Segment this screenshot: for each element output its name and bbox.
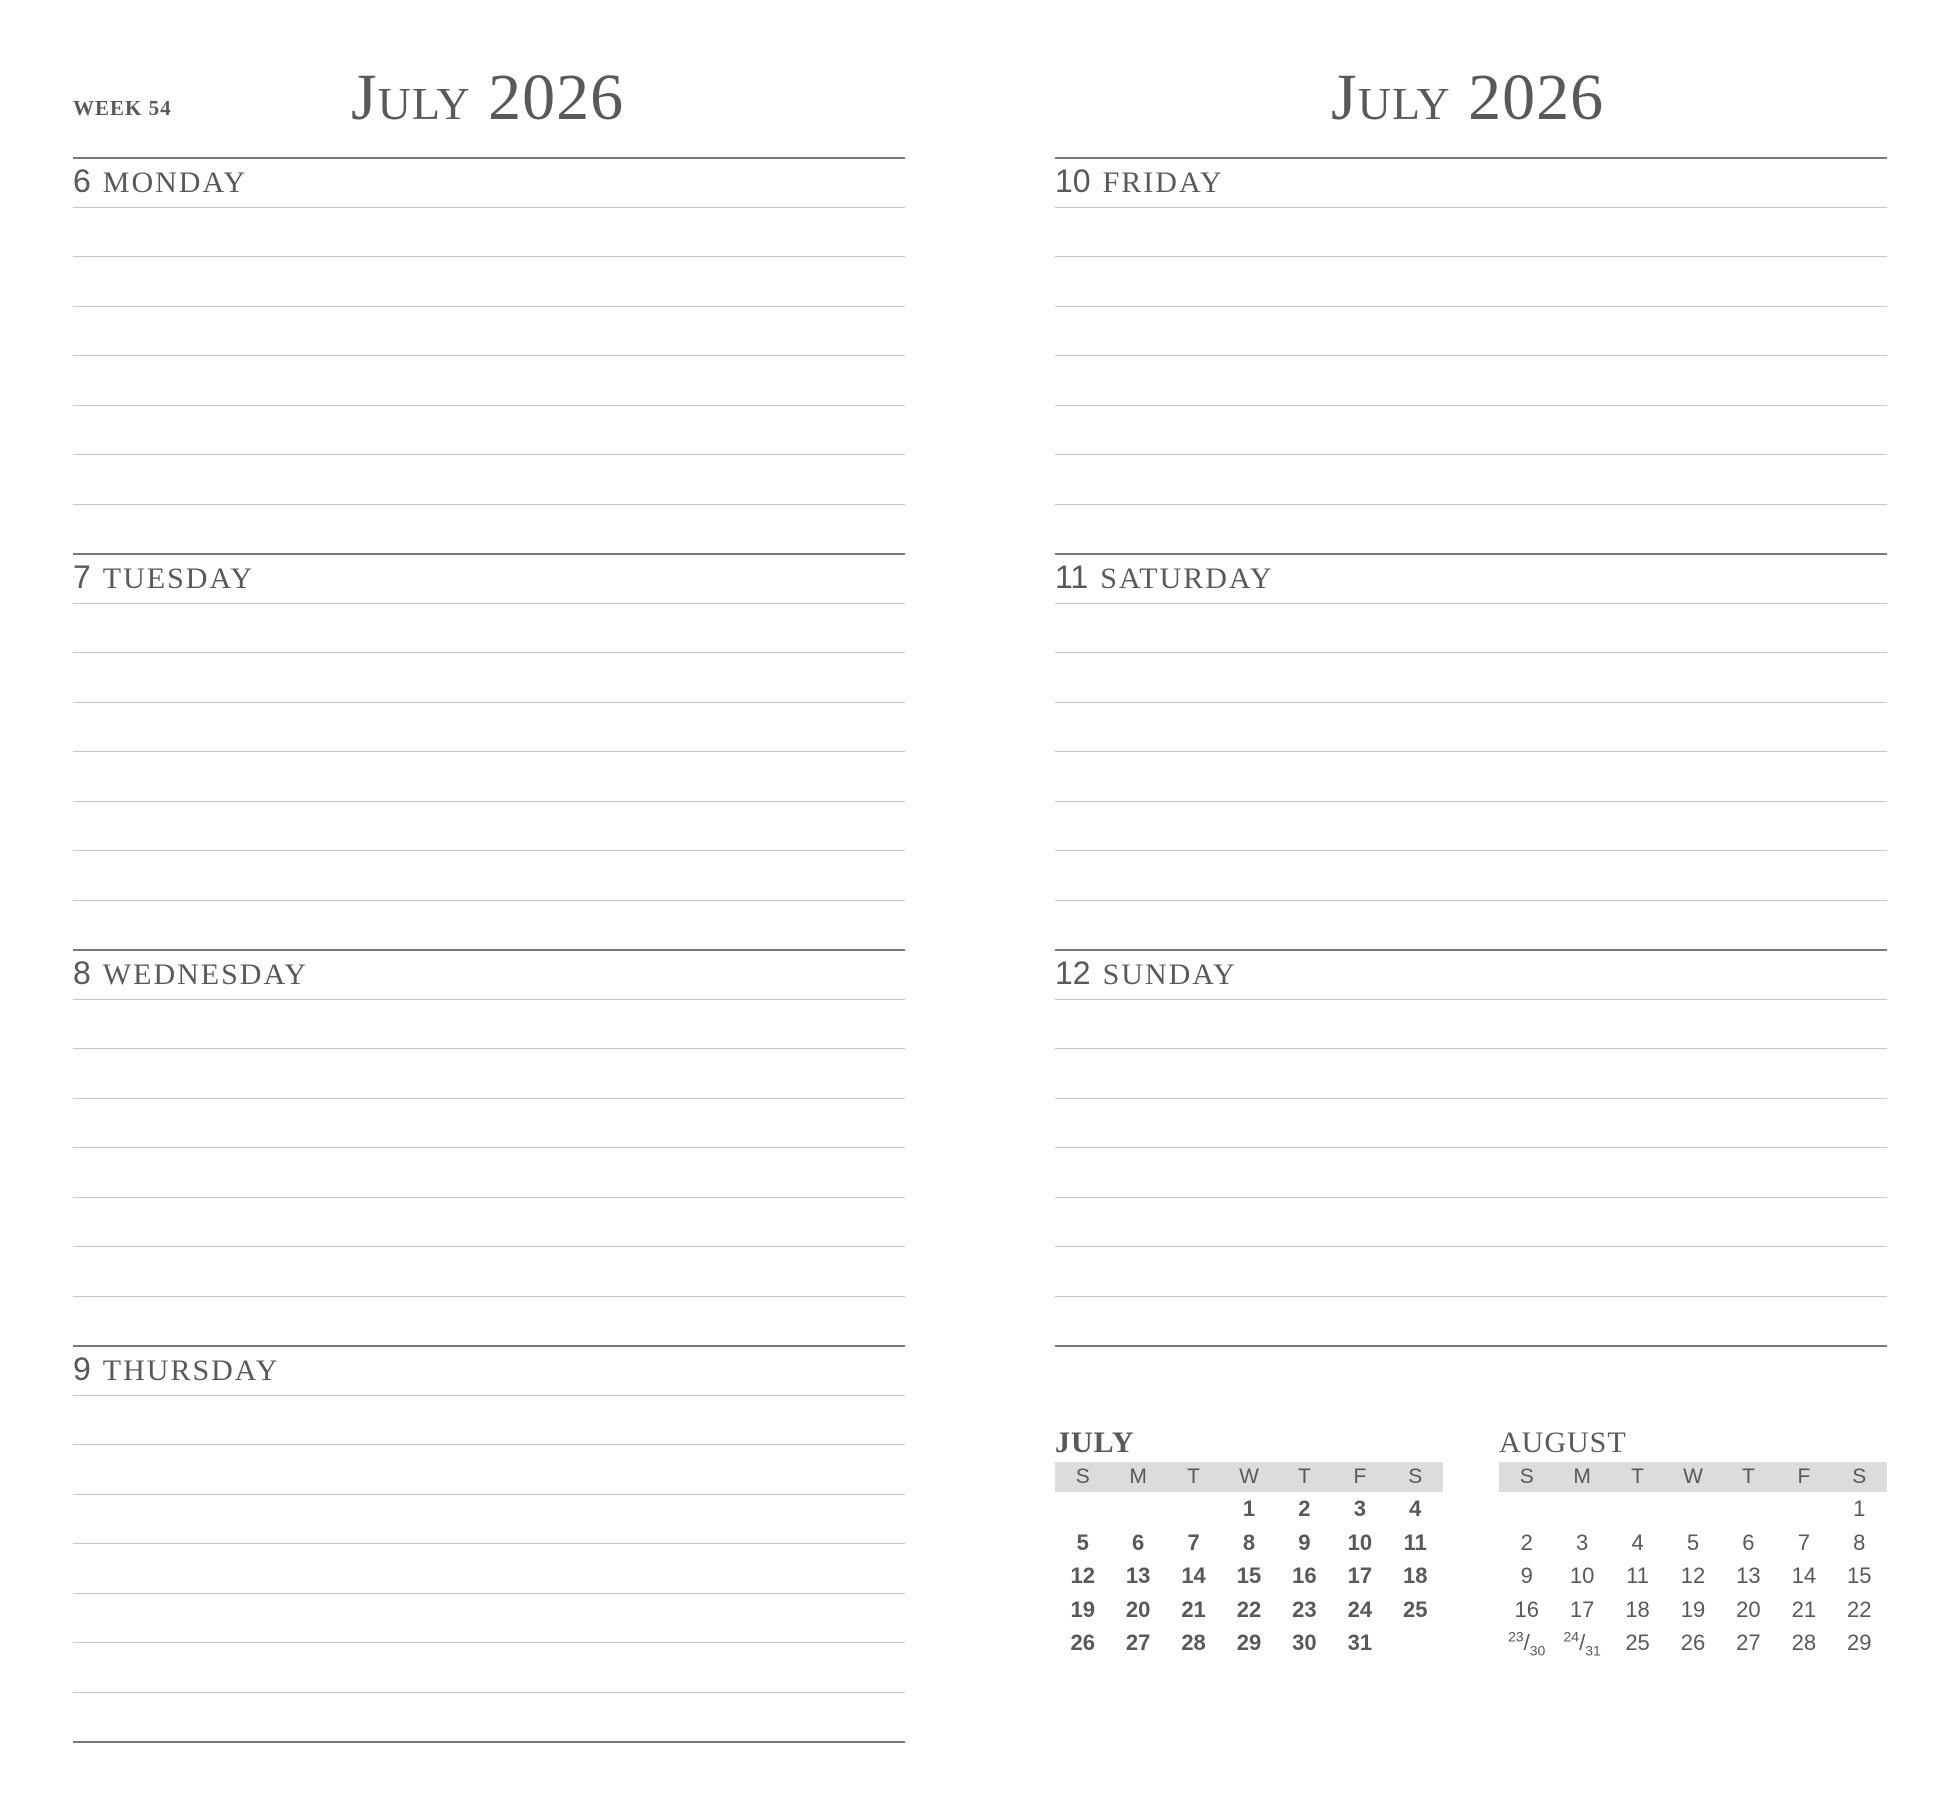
writing-line[interactable] [73, 652, 905, 653]
date-cell [1665, 1492, 1720, 1526]
writing-line[interactable] [1055, 1098, 1887, 1099]
weekday-header: T [1166, 1462, 1221, 1492]
day-number: 6 [73, 163, 91, 199]
day-section [73, 949, 905, 1344]
weekday-header: M [1554, 1462, 1609, 1492]
writing-line[interactable] [1055, 1246, 1887, 1247]
weekday-header: S [1055, 1462, 1110, 1492]
weekday-header: T [1610, 1462, 1665, 1492]
writing-line[interactable] [1055, 1048, 1887, 1049]
date-cell: 26 [1680, 1630, 1706, 1655]
day-divider [73, 1345, 905, 1347]
writing-line[interactable] [1055, 504, 1887, 505]
date-cell: 12 [1680, 1563, 1706, 1588]
day-name: TUESDAY [102, 562, 255, 595]
weekday-header: S [1388, 1462, 1443, 1492]
date-cell: 18 [1625, 1596, 1650, 1622]
date-cell: 22 [1847, 1596, 1872, 1622]
date-cell: 21 [1791, 1596, 1817, 1622]
day-section [1055, 553, 1887, 948]
date-cell: 17 [1347, 1563, 1373, 1588]
date-cell: 8 [1242, 1529, 1256, 1555]
date-cell: 6 [1132, 1529, 1145, 1555]
writing-line[interactable] [73, 801, 905, 802]
writing-line[interactable] [1055, 1147, 1887, 1148]
weekday-header: T [1721, 1462, 1776, 1492]
mini-calendar-grid [1055, 1462, 1443, 1660]
day-number: 10 [1055, 163, 1091, 199]
writing-line[interactable] [1055, 256, 1887, 257]
date-cell: 28 [1181, 1630, 1206, 1655]
day-section [73, 553, 905, 948]
writing-line[interactable] [1055, 801, 1887, 802]
date-cell: 9 [1520, 1563, 1533, 1588]
date-cell: 25 [1625, 1630, 1650, 1655]
day-divider [73, 949, 905, 951]
date-cell: 13 [1736, 1563, 1761, 1588]
day-header [1055, 163, 1224, 203]
weekday-header: T [1277, 1462, 1332, 1492]
day-divider [73, 157, 905, 159]
mini-calendar-title: JULY [1055, 1426, 1135, 1459]
writing-line[interactable] [73, 1395, 905, 1396]
writing-line[interactable] [73, 1444, 905, 1445]
date-cell: $^{23}/_{30}$ [1508, 1628, 1546, 1659]
date-cell: 15 [1847, 1563, 1872, 1588]
day-number: 12 [1055, 955, 1091, 991]
writing-line[interactable] [1055, 405, 1887, 406]
writing-line[interactable] [1055, 900, 1887, 901]
date-cell: 10 [1347, 1529, 1373, 1555]
date-cell: 29 [1847, 1630, 1872, 1655]
writing-line[interactable] [73, 751, 905, 752]
date-cell: 1 [1853, 1496, 1866, 1521]
date-cell [1721, 1492, 1776, 1526]
mini-calendar-grid [1499, 1462, 1887, 1660]
writing-line[interactable] [73, 306, 905, 307]
day-section [73, 1345, 905, 1740]
day-header [1055, 955, 1237, 995]
page-title: July 2026 [351, 61, 625, 134]
date-cell: 8 [1853, 1529, 1866, 1555]
date-cell: $^{24}/_{31}$ [1563, 1628, 1601, 1659]
date-cell: 29 [1236, 1630, 1262, 1655]
date-cell: 2 [1520, 1529, 1533, 1555]
writing-line[interactable] [73, 1296, 905, 1297]
weekday-header: S [1832, 1462, 1887, 1492]
date-cell [1388, 1626, 1443, 1660]
weekday-header: S [1499, 1462, 1554, 1492]
writing-line[interactable] [73, 1543, 905, 1544]
date-cell: 4 [1631, 1529, 1644, 1555]
date-cell: 1 [1242, 1496, 1256, 1521]
page-bottom-rule [1055, 1345, 1887, 1347]
writing-line[interactable] [1055, 355, 1887, 356]
date-cell: 4 [1409, 1496, 1422, 1521]
day-divider [1055, 949, 1887, 951]
date-cell: 24 [1347, 1596, 1373, 1622]
weekday-header: W [1221, 1462, 1276, 1492]
date-cell: 22 [1236, 1596, 1262, 1622]
date-cell: 14 [1791, 1563, 1817, 1588]
date-cell: 25 [1403, 1596, 1428, 1622]
writing-line[interactable] [1055, 603, 1887, 604]
writing-line[interactable] [73, 1147, 905, 1148]
date-cell: 7 [1187, 1529, 1200, 1555]
date-cell: 11 [1626, 1563, 1649, 1588]
writing-line[interactable] [73, 999, 905, 1000]
day-number: 8 [73, 955, 91, 991]
writing-line[interactable] [73, 405, 905, 406]
writing-line[interactable] [1055, 1296, 1887, 1297]
writing-line[interactable] [73, 454, 905, 455]
writing-line[interactable] [73, 702, 905, 703]
writing-line[interactable] [73, 355, 905, 356]
writing-line[interactable] [73, 1692, 905, 1693]
date-cell: 3 [1576, 1529, 1589, 1555]
date-cell [1055, 1492, 1110, 1526]
date-cell: 19 [1680, 1596, 1706, 1622]
day-header [73, 955, 308, 995]
writing-line[interactable] [1055, 850, 1887, 851]
date-cell: 2 [1298, 1496, 1311, 1521]
date-cell [1776, 1492, 1831, 1526]
writing-line[interactable] [1055, 207, 1887, 208]
week-label: WEEK 54 [73, 96, 172, 120]
writing-line[interactable] [1055, 454, 1887, 455]
weekday-header: F [1332, 1462, 1387, 1492]
day-header [73, 163, 247, 203]
writing-line[interactable] [1055, 652, 1887, 653]
date-cell: 30 [1292, 1630, 1317, 1655]
day-section [1055, 949, 1887, 1344]
day-number: 7 [73, 559, 91, 595]
weekday-header: F [1776, 1462, 1831, 1492]
date-cell: 27 [1125, 1630, 1151, 1655]
day-name: MONDAY [102, 166, 248, 199]
day-divider [1055, 553, 1887, 555]
date-cell: 15 [1236, 1563, 1262, 1588]
date-cell: 13 [1125, 1563, 1151, 1588]
day-divider [1055, 157, 1887, 159]
day-name: SATURDAY [1100, 562, 1274, 595]
weekday-header: M [1110, 1462, 1165, 1492]
date-cell: 12 [1070, 1563, 1095, 1588]
day-name: FRIDAY [1102, 166, 1224, 199]
date-cell: 19 [1070, 1596, 1095, 1622]
date-cell: 6 [1742, 1529, 1755, 1555]
day-section [73, 157, 905, 552]
writing-line[interactable] [73, 900, 905, 901]
left-page [73, 0, 913, 1796]
date-cell: 3 [1353, 1496, 1366, 1521]
date-cell: 20 [1736, 1596, 1761, 1622]
date-cell: 28 [1791, 1630, 1817, 1655]
page-bottom-rule [73, 1741, 905, 1743]
day-number: 9 [73, 1351, 91, 1387]
writing-line[interactable] [73, 504, 905, 505]
date-cell: 26 [1070, 1630, 1095, 1655]
writing-line[interactable] [73, 850, 905, 851]
day-divider [73, 553, 905, 555]
date-cell: 7 [1797, 1529, 1810, 1555]
date-cell: 18 [1403, 1563, 1428, 1588]
day-header [73, 1351, 279, 1391]
mini-calendar-title: AUGUST [1499, 1426, 1627, 1459]
day-name: THURSDAY [102, 1354, 280, 1387]
page-title: July 2026 [1331, 61, 1605, 134]
weekday-header: W [1665, 1462, 1720, 1492]
day-header [73, 559, 254, 599]
writing-line[interactable] [73, 1494, 905, 1495]
date-cell: 10 [1569, 1563, 1595, 1588]
day-name: SUNDAY [1102, 958, 1237, 991]
date-cell [1110, 1492, 1165, 1526]
writing-line[interactable] [73, 1048, 905, 1049]
date-cell: 16 [1292, 1563, 1317, 1588]
date-cell [1166, 1492, 1221, 1526]
date-cell: 31 [1347, 1630, 1373, 1655]
day-header [1055, 559, 1273, 599]
date-cell: 9 [1298, 1529, 1311, 1555]
writing-line[interactable] [73, 256, 905, 257]
date-cell: 21 [1181, 1596, 1206, 1622]
writing-line[interactable] [73, 603, 905, 604]
writing-line[interactable] [1055, 999, 1887, 1000]
date-cell: 23 [1292, 1596, 1317, 1622]
day-section [1055, 157, 1887, 552]
date-cell: 5 [1686, 1529, 1700, 1555]
date-cell: 20 [1125, 1596, 1151, 1622]
day-name: WEDNESDAY [102, 958, 309, 991]
writing-line[interactable] [1055, 702, 1887, 703]
writing-line[interactable] [73, 1197, 905, 1198]
date-cell: 27 [1736, 1630, 1761, 1655]
date-cell: 16 [1514, 1596, 1539, 1622]
writing-line[interactable] [1055, 306, 1887, 307]
writing-line[interactable] [73, 1098, 905, 1099]
mini-calendar-august [1499, 1424, 1887, 1660]
writing-line[interactable] [73, 207, 905, 208]
mini-calendar-july [1055, 1424, 1443, 1660]
writing-line[interactable] [1055, 1197, 1887, 1198]
writing-line[interactable] [73, 1246, 905, 1247]
date-cell [1610, 1492, 1665, 1526]
right-page [1055, 0, 1895, 1796]
writing-line[interactable] [73, 1593, 905, 1594]
writing-line[interactable] [73, 1642, 905, 1643]
date-cell [1554, 1492, 1609, 1526]
day-number: 11 [1055, 559, 1089, 595]
date-cell [1499, 1492, 1554, 1526]
date-cell: 14 [1181, 1563, 1206, 1588]
date-cell: 17 [1569, 1596, 1595, 1622]
date-cell: 5 [1076, 1529, 1089, 1555]
date-cell: 11 [1403, 1529, 1427, 1555]
writing-line[interactable] [1055, 751, 1887, 752]
